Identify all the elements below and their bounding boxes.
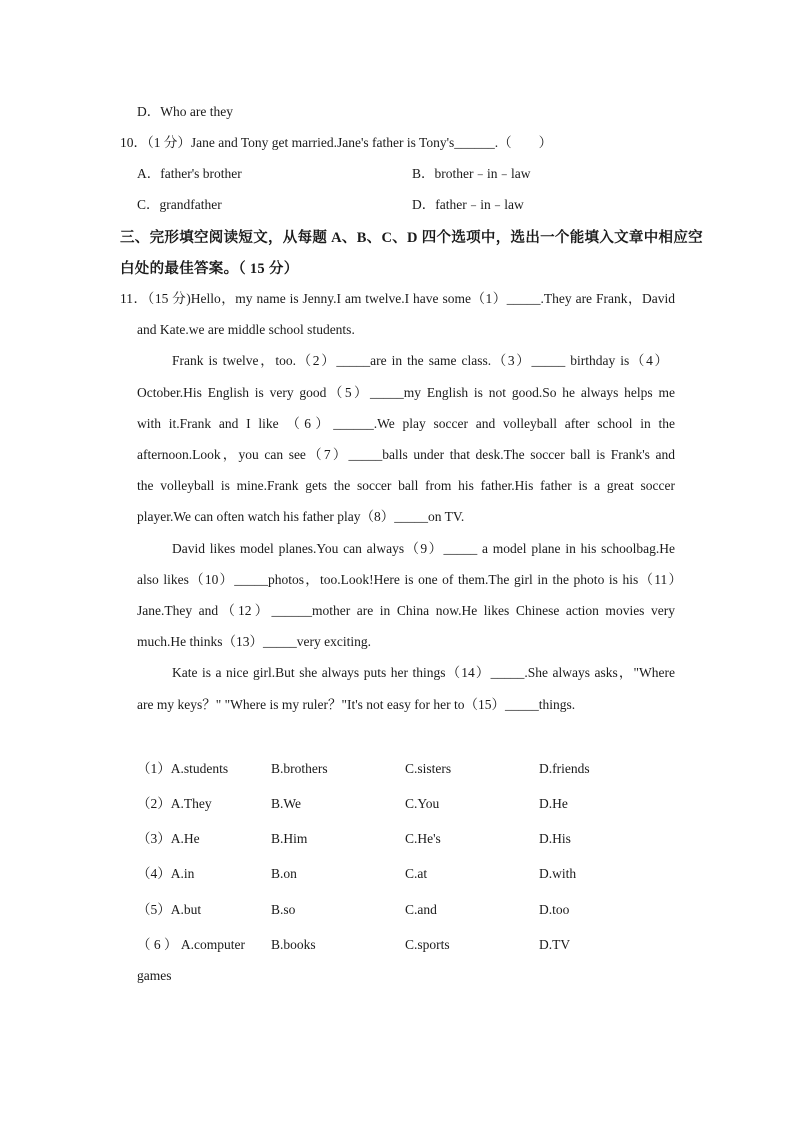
option-5b: B.so	[271, 902, 296, 917]
passage-line-1: 11．（15 分)Hello，my name is Jenny.I am twelve.I have some（1）_____.They are Frank，David	[120, 291, 675, 306]
option-1d: D.friends	[539, 761, 590, 776]
option-3a: （3）A.He	[137, 831, 200, 846]
passage-line-8: player.We can often watch his father play（8）_____on TV.	[137, 509, 465, 524]
option-1b: B.brothers	[271, 761, 328, 776]
q10-option-a: A．father's brother	[137, 166, 242, 181]
passage-line-2: and Kate.we are middle school students.	[137, 322, 355, 337]
option-2a: （2）A.They	[137, 796, 212, 811]
q10-stem: 10．（1 分）Jane and Tony get married.Jane's father is Tony's______.（ ）	[120, 135, 553, 150]
option-5c: C.and	[405, 902, 437, 917]
passage-line-6: afternoon.Look，you can see（7）_____balls under that desk.The soccer ball is Frank's and	[137, 447, 675, 462]
option-6d: D.TV	[539, 937, 571, 952]
option-4d: D.with	[539, 866, 577, 881]
option-6c: C.sports	[405, 937, 450, 952]
q10-option-c: C．grandfather	[137, 197, 222, 212]
option-4a: （4）A.in	[137, 866, 195, 881]
section-heading-line1: 三、完形填空阅读短文，从每题 A、B、C、D 四个选项中，选出一个能填入文章中相应空	[120, 230, 703, 246]
option-4c: C.at	[405, 866, 428, 881]
passage-line-10: also likes（10）_____photos，too.Look!Here is one of them.The girl in the photo is his（11）	[137, 572, 682, 587]
option-2c: C.You	[405, 796, 440, 811]
option-3c: C.He's	[405, 831, 441, 846]
option-6a: （ 6 ） A.computer	[137, 937, 245, 952]
passage-line-4: October.His English is very good（5）_____my English is not good.So he always helps me	[137, 385, 675, 400]
passage-line-11: Jane.They and（12）______mother are in China now.He likes Chinese action movies very	[137, 603, 675, 618]
passage-line-14: are my keys？" "Where is my ruler？"It's not easy for her to（15）_____things.	[137, 697, 576, 712]
option-6b: B.books	[271, 937, 316, 952]
option-1a: （1）A.students	[137, 761, 229, 776]
passage-line-12: much.He thinks（13）_____very exciting.	[137, 634, 371, 649]
option-5d: D.too	[539, 902, 570, 917]
q10-option-b: B．brother﹣in﹣law	[412, 166, 531, 181]
passage-line-7: the volleyball is mine.Frank gets the soccer ball from his father.His father is a great soccer	[137, 478, 675, 493]
q9-option-d: D．Who are they	[137, 104, 233, 119]
option-5a: （5）A.but	[137, 902, 202, 917]
section-heading-line2: 白处的最佳答案。（ 15 分）	[120, 261, 299, 277]
option-1c: C.sisters	[405, 761, 452, 776]
option-3d: D.His	[539, 831, 571, 846]
option-3b: B.Him	[271, 831, 308, 846]
passage-line-9: David likes model planes.You can always（9）_____ a model plane in his schoolbag.He	[172, 541, 675, 556]
q10-option-d: D．father﹣in﹣law	[412, 197, 524, 212]
passage-line-5: with it.Frank and I like （6）______.We play soccer and volleyball after school in the	[137, 416, 675, 431]
option-2d: D.He	[539, 796, 568, 811]
passage-line-13: Kate is a nice girl.But she always puts her things（14）_____.She always asks，"Where	[172, 665, 675, 680]
option-4b: B.on	[271, 866, 297, 881]
passage-line-3: Frank is twelve，too.（2）_____are in the same class.（3）_____ birthday is（4）	[172, 353, 668, 368]
option-2b: B.We	[271, 796, 302, 811]
option-6a-wrap: games	[137, 968, 172, 983]
